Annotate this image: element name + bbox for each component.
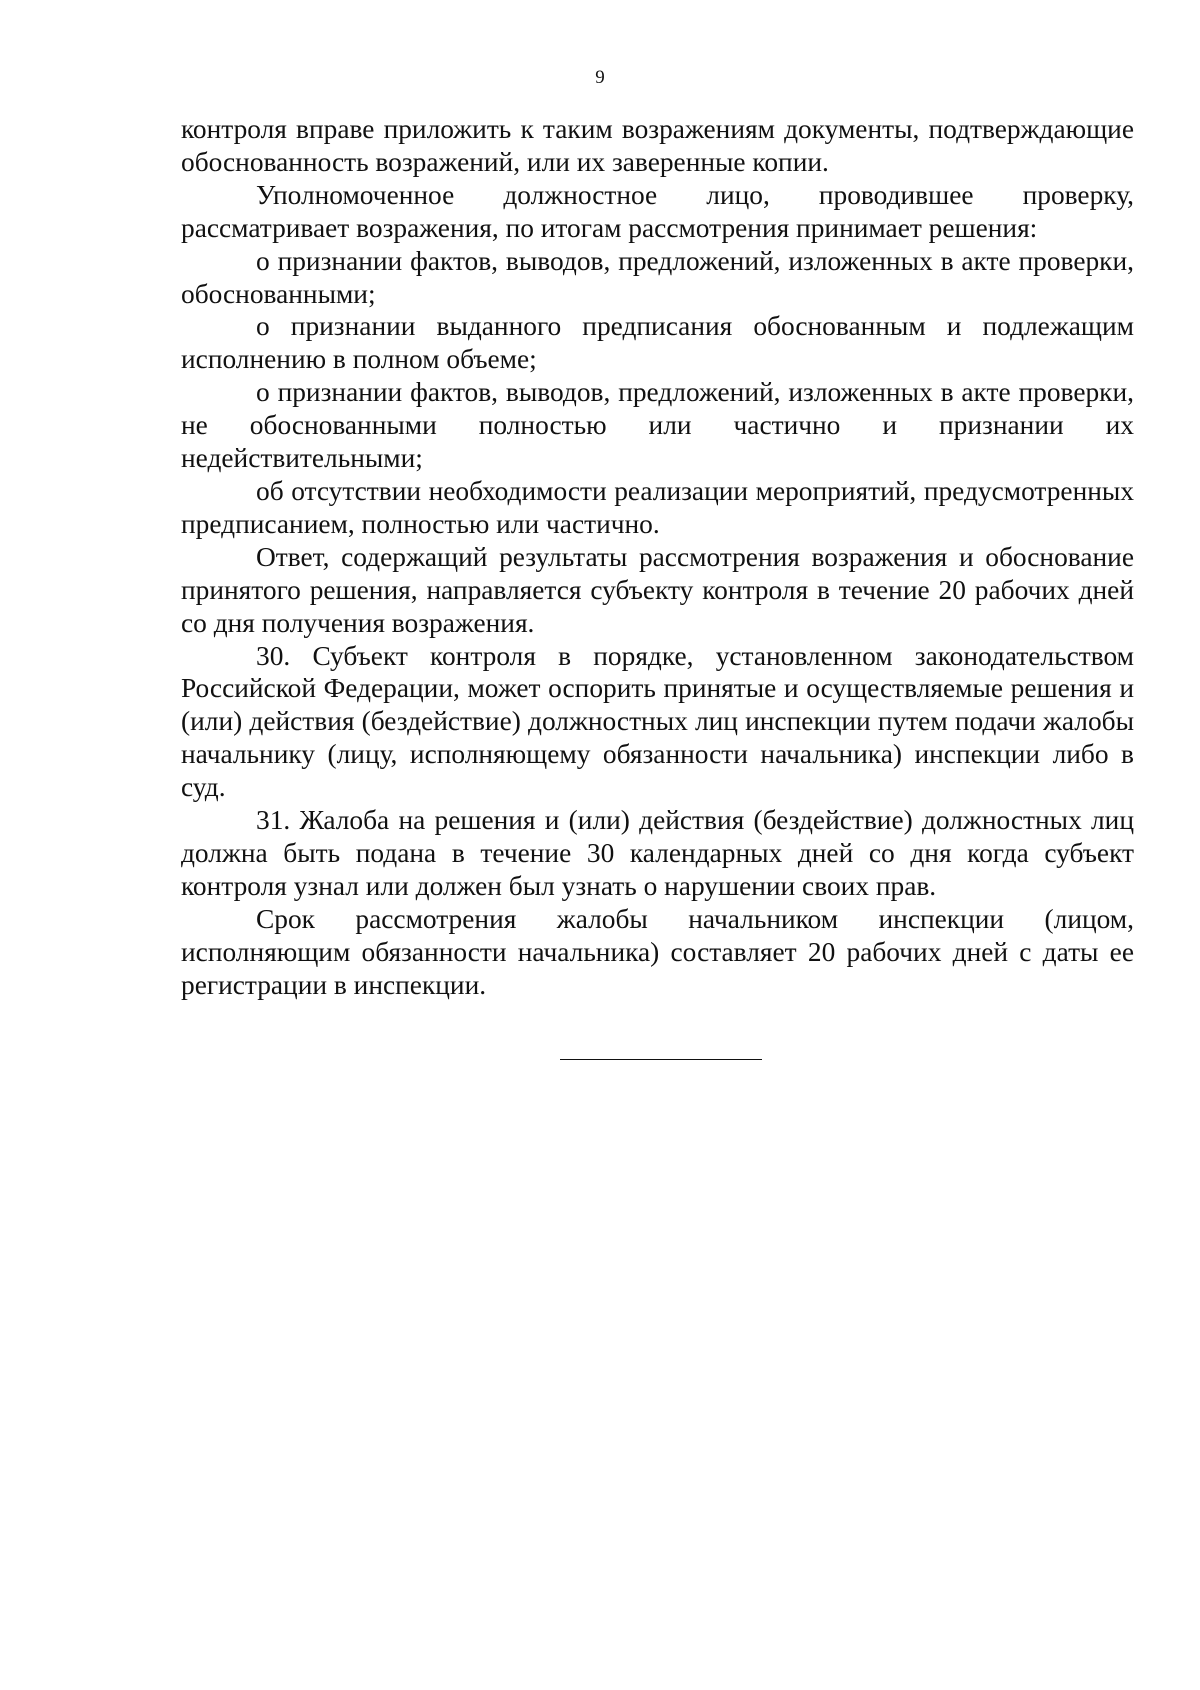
paragraph-item-30: 30. Субъект контроля в порядке, установленном законодательством Российской Федерации, может оспорить принятые и осуществляемые решения и (или) действия (бездействие) должностных лиц инспекции путем подачи жалобы начальнику (лицу, исполняющему обязанности начальника) инспекции либо в суд. [181,640,1134,803]
paragraph-decision-facts-invalid: о признании фактов, выводов, предложений, изложенных в акте проверки, не обоснованными полностью или частично и признании их недействительными; [181,377,1134,474]
document-body [181,113,1134,1001]
paragraph-review-term: Срок рассмотрения жалобы начальником инспекции (лицом, исполняющим обязанности начальника) составляет 20 рабочих дней с даты ее регистрации в инспекции. [181,903,1134,1000]
paragraph-authorized-official: Уполномоченное должностное лицо, проводившее проверку, рассматривает возражения, по итогам рассмотрения принимает решения: [181,179,1134,243]
paragraph-item-31: 31. Жалоба на решения и (или) действия (бездействие) должностных лиц должна быть подана в течение 30 календарных дней со дня когда субъект контроля узнал или должен был узнать о нарушении своих прав. [181,805,1134,901]
end-divider [560,1059,762,1060]
paragraph-continuation: контроля вправе приложить к таким возражениям документы, подтверждающие обоснованность возражений, или их заверенные копии. [181,114,1134,177]
paragraph-response: Ответ, содержащий результаты рассмотрения возражения и обоснование принятого решения, направляется субъекту контроля в течение 20 рабочих дней со дня получения возражения. [181,541,1134,638]
paragraph-decision-facts-valid: о признании фактов, выводов, предложений, изложенных в акте проверки, обоснованными; [181,245,1134,309]
page-number: 9 [595,67,605,88]
paragraph-decision-no-measures: об отсутствии необходимости реализации мероприятий, предусмотренных предписанием, полностью или частично. [181,475,1134,539]
paragraph-decision-order-valid: о признании выданного предписания обоснованным и подлежащим исполнению в полном объеме; [181,311,1134,375]
